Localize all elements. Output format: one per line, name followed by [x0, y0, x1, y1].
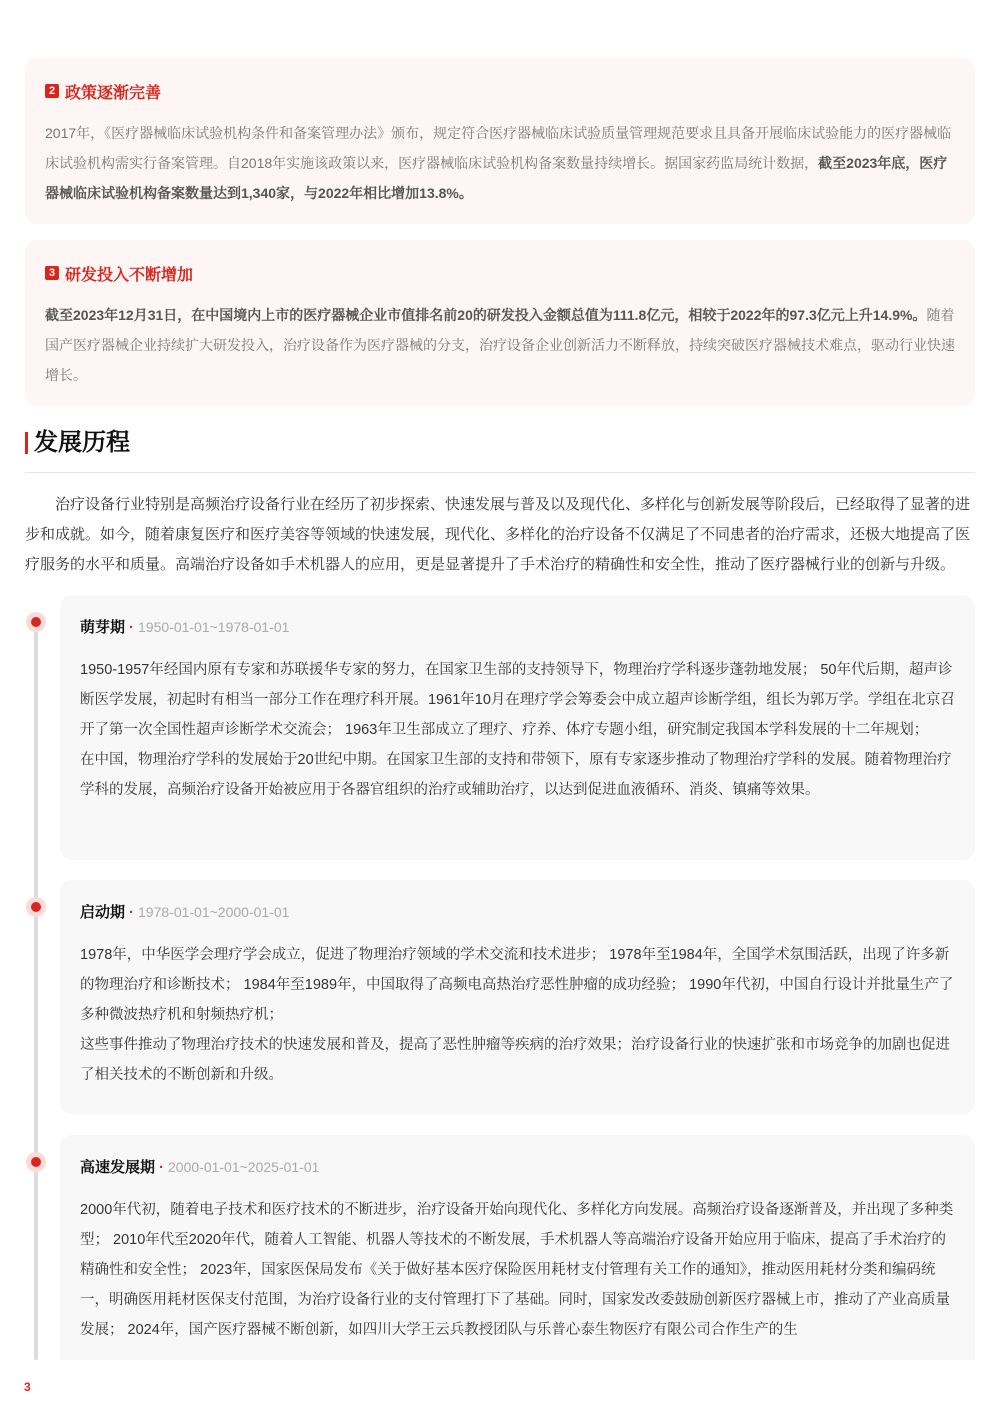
stage-name: 萌芽期	[80, 619, 126, 636]
timeline-dot	[26, 1152, 46, 1172]
stage-separator: ·	[129, 904, 135, 921]
stage-date-range: 1978-01-01~2000-01-01	[138, 904, 290, 920]
rd-card-title: 研发投入不断增加	[65, 266, 194, 284]
stage-body	[80, 940, 955, 1090]
stage-header	[80, 615, 955, 639]
timeline-dot-center	[31, 902, 41, 912]
section-accent-bar	[25, 432, 28, 454]
history-section-header	[25, 427, 975, 473]
stage-date-range: 1950-01-01~1978-01-01	[138, 619, 290, 635]
stage-body	[80, 655, 955, 805]
policy-card-title: 政策逐渐完善	[65, 84, 162, 102]
stage-paragraph: 在中国，物理治疗学科的发展始于20世纪中期。在国家卫生部的支持和带领下，原有专家逐步推动了物理治疗学科的发展。随着物理治疗学科的发展，高频治疗设备开始被应用于各器官组织的治疗或辅助治疗，以达到促进血液循环、消炎、镇痛等效果。	[80, 752, 952, 798]
stage-name: 高速发展期	[80, 1159, 156, 1176]
stage-body	[80, 1195, 955, 1345]
rd-card	[25, 240, 975, 406]
policy-card-text: 2017年，《医疗器械临床试验机构条件和备案管理办法》颁布，规定符合医疗器械临床试验质量管理规范要求且具备开展临床试验能力的医疗器械临床试验机构需实行备案管理。自2018年实施该政策以来，医疗器械临床试验机构备案数量持续增长。据国家药监局统计数据，	[45, 125, 952, 171]
policy-card	[25, 58, 975, 224]
timeline-dot-center	[31, 617, 41, 627]
timeline-dot-center	[31, 1157, 41, 1167]
rd-card-text: 随着国产医疗器械企业持续扩大研发投入，治疗设备作为医疗器械的分支，治疗设备企业创新活力不断释放，持续突破医疗器械技术难点，驱动行业快速增长。	[45, 307, 955, 383]
policy-card-bold-text: 截至2023年底，医疗器械临床试验机构备案数量达到1,340家，与2022年相比增加13.8%。	[45, 155, 948, 201]
stage-paragraph: 这些事件推动了物理治疗技术的快速发展和普及，提高了恶性肿瘤等疾病的治疗效果；治疗设备行业的快速扩张和市场竞争的加剧也促进了相关技术的不断创新和升级。	[80, 1037, 950, 1083]
timeline-stage-card	[60, 880, 975, 1114]
stage-separator: ·	[159, 1159, 165, 1176]
stage-name: 启动期	[80, 904, 126, 921]
stage-paragraph: 1950-1957年经国内原有专家和苏联援华专家的努力，在国家卫生部的支持领导下，物理治疗学科逐步蓬勃地发展； 50年代后期，超声诊断医学发展，初起时有相当一部分工作在理疗科开展。1961年10月在理疗学会筹委会中成立超声诊断学组，组长为郭万学。学组在北京召开了第一次全国性超声诊断学术交流会； 1963年卫生部成立了理疗、疗养、体疗专题小组，研究制定我国本学科发展的十二年规划；	[80, 662, 955, 738]
history-section-title: 发展历程	[34, 429, 130, 456]
timeline-dot	[26, 612, 46, 632]
policy-card-header	[45, 80, 955, 102]
history-intro: 治疗设备行业特别是高频治疗设备行业在经历了初步探索、快速发展与普及以及现代化、多样化与创新发展等阶段后，已经取得了显著的进步和成就。如今，随着康复医疗和医疗美容等领域的快速发展，现代化、多样化的治疗设备不仅满足了不同患者的治疗需求，还极大地提高了医疗服务的水平和质量。高端治疗设备如手术机器人的应用，更是显著提升了手术治疗的精确性和安全性，推动了医疗器械行业的创新与升级。	[25, 496, 971, 573]
timeline-stage-card	[60, 1135, 975, 1360]
stage-paragraph: 1978年，中华医学会理疗学会成立，促进了物理治疗领域的学术交流和技术进步； 1978年至1984年，全国学术氛围活跃，出现了许多新的物理治疗和诊断技术； 1984年至1989年，中国取得了高频电高热治疗恶性肿瘤的成功经验； 1990年代初，中国自行设计并批量生产了多种微波热疗机和射频热疗机；	[80, 947, 954, 1023]
timeline-dot	[26, 897, 46, 917]
stage-paragraph: 2000年代初，随着电子技术和医疗技术的不断进步，治疗设备开始向现代化、多样化方向发展。高频治疗设备逐渐普及，并出现了多种类型； 2010年代至2020年代，随着人工智能、机器人等技术的不断发展，手术机器人等高端治疗设备开始应用于临床，提高了手术治疗的精确性和安全性； 2023年，国家医保局发布《关于做好基本医疗保险医用耗材支付管理有关工作的通知》，推动医用耗材分类和编码统一，明确医用耗材医保支付范围，为治疗设备行业的支付管理打下了基础。同时，国家发改委鼓励创新医疗器械上市，推动了产业高质量发展； 2024年，国产医疗器械不断创新，如四川大学王云兵教授团队与乐普心泰生物医疗有限公司合作生产的生	[80, 1202, 954, 1338]
rd-card-body	[45, 300, 955, 390]
stage-date-range: 2000-01-01~2025-01-01	[168, 1159, 320, 1175]
timeline-stage-card	[60, 595, 975, 860]
rd-card-header	[45, 262, 955, 284]
stage-header	[80, 900, 955, 924]
stage-separator: ·	[129, 619, 135, 636]
rd-card-bold-text: 截至2023年12月31日，在中国境内上市的医疗器械企业市值排名前20的研发投入金额总值为111.8亿元，相较于2022年的97.3亿元上升14.9%。	[45, 307, 927, 323]
policy-number-badge: 2	[45, 84, 59, 98]
timeline-line	[34, 622, 38, 1360]
policy-card-body	[45, 118, 955, 208]
rd-number-badge: 3	[45, 266, 59, 280]
stage-header	[80, 1155, 955, 1179]
page-number: 3	[24, 1380, 31, 1394]
